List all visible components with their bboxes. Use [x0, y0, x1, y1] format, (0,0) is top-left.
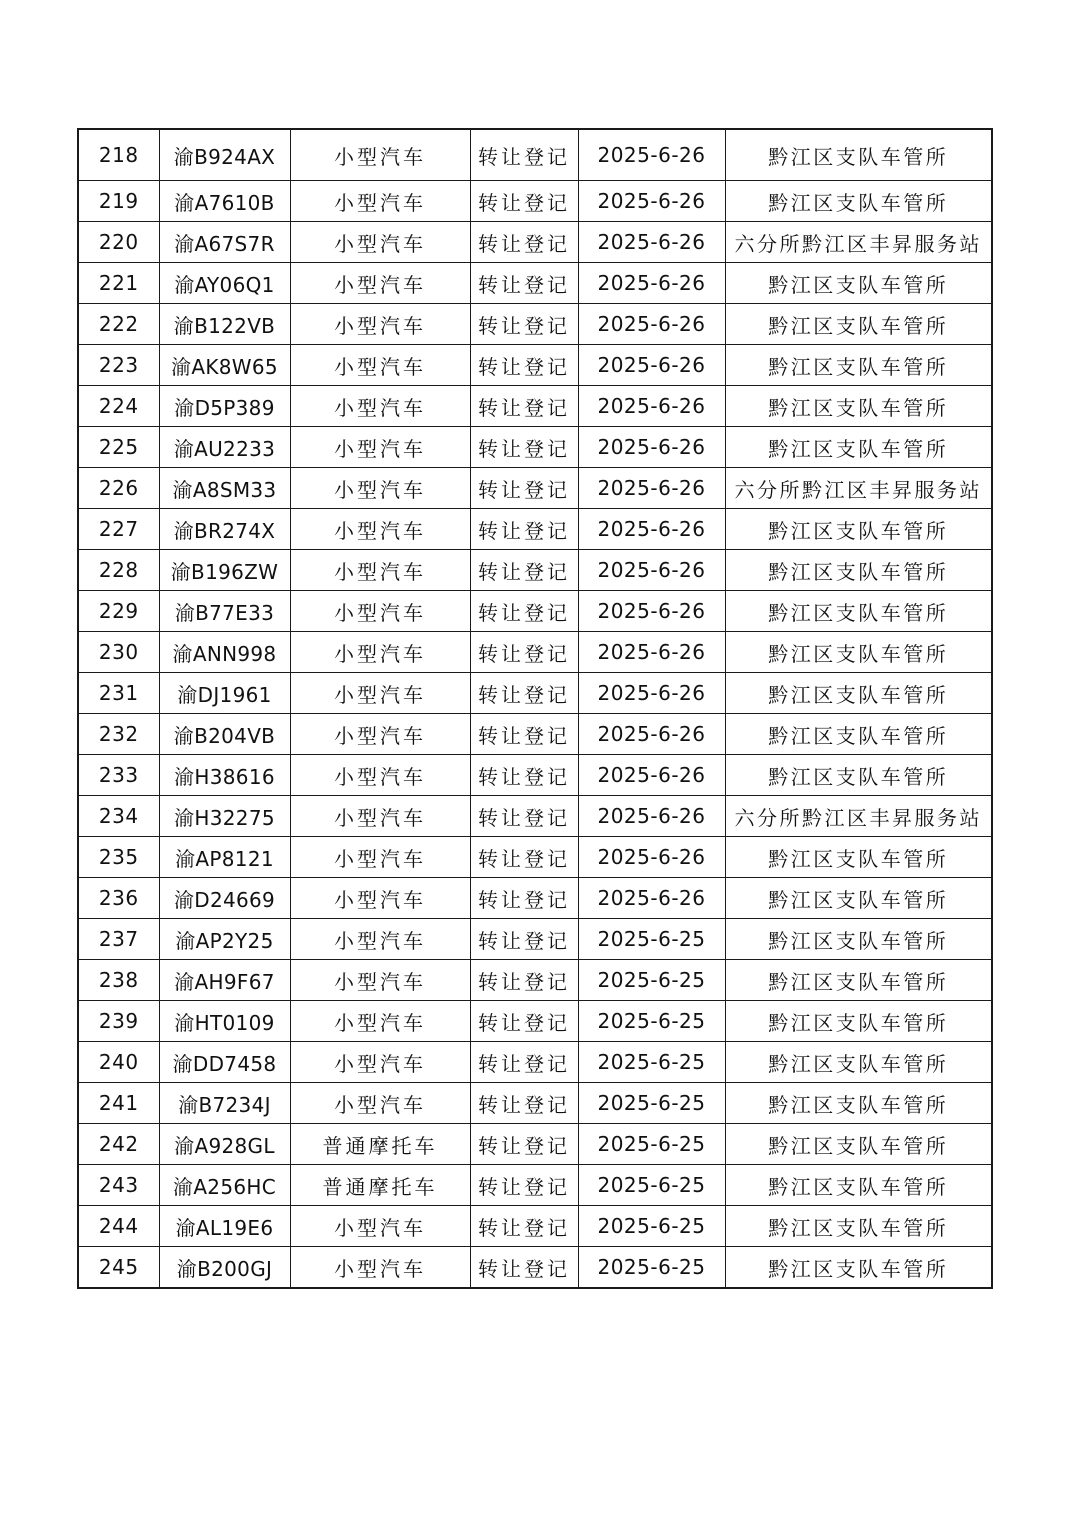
business-type-cell: 转让登记	[470, 550, 578, 591]
table-row	[78, 673, 992, 714]
row-number-cell: 220	[78, 222, 159, 263]
date-cell: 2025-6-26	[578, 796, 725, 837]
plate-number-cell: 渝H38616	[159, 755, 290, 796]
table-row	[78, 468, 992, 509]
office-cell: 黔江区支队车管所	[725, 181, 992, 222]
office-cell: 黔江区支队车管所	[725, 1206, 992, 1247]
business-type-cell: 转让登记	[470, 919, 578, 960]
vehicle-type-cell: 小型汽车	[290, 468, 470, 509]
plate-number-cell: 渝B200GJ	[159, 1247, 290, 1289]
row-number-cell: 242	[78, 1124, 159, 1165]
date-cell: 2025-6-26	[578, 468, 725, 509]
row-number-cell: 232	[78, 714, 159, 755]
business-type-cell: 转让登记	[470, 673, 578, 714]
date-cell: 2025-6-25	[578, 1206, 725, 1247]
plate-number-cell: 渝HT0109	[159, 1001, 290, 1042]
office-cell: 黔江区支队车管所	[725, 1083, 992, 1124]
vehicle-type-cell: 小型汽车	[290, 919, 470, 960]
plate-number-cell: 渝B122VB	[159, 304, 290, 345]
business-type-cell: 转让登记	[470, 1247, 578, 1289]
vehicle-type-cell: 小型汽车	[290, 673, 470, 714]
plate-number-cell: 渝AL19E6	[159, 1206, 290, 1247]
vehicle-type-cell: 小型汽车	[290, 714, 470, 755]
business-type-cell: 转让登记	[470, 1206, 578, 1247]
vehicle-type-cell: 小型汽车	[290, 1247, 470, 1289]
row-number-cell: 237	[78, 919, 159, 960]
business-type-cell: 转让登记	[470, 181, 578, 222]
row-number-cell: 234	[78, 796, 159, 837]
table-row	[78, 919, 992, 960]
table-row	[78, 263, 992, 304]
plate-number-cell: 渝DD7458	[159, 1042, 290, 1083]
table-row	[78, 345, 992, 386]
office-cell: 黔江区支队车管所	[725, 129, 992, 181]
vehicle-type-cell: 小型汽车	[290, 755, 470, 796]
plate-number-cell: 渝B7234J	[159, 1083, 290, 1124]
date-cell: 2025-6-25	[578, 1083, 725, 1124]
plate-number-cell: 渝AY06Q1	[159, 263, 290, 304]
plate-number-cell: 渝B196ZW	[159, 550, 290, 591]
office-cell: 黔江区支队车管所	[725, 878, 992, 919]
vehicle-type-cell: 小型汽车	[290, 181, 470, 222]
table-row	[78, 755, 992, 796]
vehicle-type-cell: 小型汽车	[290, 345, 470, 386]
row-number-cell: 245	[78, 1247, 159, 1289]
table-row	[78, 632, 992, 673]
office-cell: 黔江区支队车管所	[725, 960, 992, 1001]
office-cell: 黔江区支队车管所	[725, 591, 992, 632]
office-cell: 黔江区支队车管所	[725, 509, 992, 550]
office-cell: 黔江区支队车管所	[725, 427, 992, 468]
office-cell: 黔江区支队车管所	[725, 263, 992, 304]
business-type-cell: 转让登记	[470, 304, 578, 345]
vehicle-type-cell: 小型汽车	[290, 878, 470, 919]
table-row	[78, 222, 992, 263]
date-cell: 2025-6-26	[578, 632, 725, 673]
row-number-cell: 243	[78, 1165, 159, 1206]
date-cell: 2025-6-26	[578, 714, 725, 755]
date-cell: 2025-6-26	[578, 386, 725, 427]
office-cell: 黔江区支队车管所	[725, 673, 992, 714]
business-type-cell: 转让登记	[470, 263, 578, 304]
date-cell: 2025-6-26	[578, 263, 725, 304]
row-number-cell: 222	[78, 304, 159, 345]
row-number-cell: 231	[78, 673, 159, 714]
row-number-cell: 244	[78, 1206, 159, 1247]
date-cell: 2025-6-26	[578, 837, 725, 878]
office-cell: 黔江区支队车管所	[725, 550, 992, 591]
date-cell: 2025-6-26	[578, 509, 725, 550]
table-row	[78, 1124, 992, 1165]
row-number-cell: 219	[78, 181, 159, 222]
plate-number-cell: 渝AU2233	[159, 427, 290, 468]
row-number-cell: 233	[78, 755, 159, 796]
table-row	[78, 427, 992, 468]
office-cell: 黔江区支队车管所	[725, 1001, 992, 1042]
table-row	[78, 129, 992, 181]
office-cell: 黔江区支队车管所	[725, 837, 992, 878]
business-type-cell: 转让登记	[470, 129, 578, 181]
business-type-cell: 转让登记	[470, 837, 578, 878]
table-row	[78, 509, 992, 550]
date-cell: 2025-6-26	[578, 591, 725, 632]
business-type-cell: 转让登记	[470, 878, 578, 919]
vehicle-type-cell: 小型汽车	[290, 427, 470, 468]
table-row	[78, 550, 992, 591]
plate-number-cell: 渝ANN998	[159, 632, 290, 673]
plate-number-cell: 渝H32275	[159, 796, 290, 837]
office-cell: 六分所黔江区丰昇服务站	[725, 468, 992, 509]
office-cell: 黔江区支队车管所	[725, 632, 992, 673]
date-cell: 2025-6-25	[578, 919, 725, 960]
table-row	[78, 181, 992, 222]
vehicle-type-cell: 小型汽车	[290, 837, 470, 878]
business-type-cell: 转让登记	[470, 591, 578, 632]
row-number-cell: 223	[78, 345, 159, 386]
office-cell: 黔江区支队车管所	[725, 714, 992, 755]
plate-number-cell: 渝A928GL	[159, 1124, 290, 1165]
date-cell: 2025-6-26	[578, 345, 725, 386]
business-type-cell: 转让登记	[470, 1042, 578, 1083]
plate-number-cell: 渝AP2Y25	[159, 919, 290, 960]
vehicle-type-cell: 小型汽车	[290, 550, 470, 591]
row-number-cell: 241	[78, 1083, 159, 1124]
business-type-cell: 转让登记	[470, 1083, 578, 1124]
row-number-cell: 239	[78, 1001, 159, 1042]
plate-number-cell: 渝AK8W65	[159, 345, 290, 386]
table-row	[78, 714, 992, 755]
business-type-cell: 转让登记	[470, 386, 578, 427]
plate-number-cell: 渝A256HC	[159, 1165, 290, 1206]
table-row	[78, 796, 992, 837]
office-cell: 六分所黔江区丰昇服务站	[725, 222, 992, 263]
vehicle-type-cell: 小型汽车	[290, 129, 470, 181]
office-cell: 黔江区支队车管所	[725, 1247, 992, 1289]
business-type-cell: 转让登记	[470, 796, 578, 837]
date-cell: 2025-6-25	[578, 1165, 725, 1206]
row-number-cell: 235	[78, 837, 159, 878]
date-cell: 2025-6-25	[578, 960, 725, 1001]
row-number-cell: 236	[78, 878, 159, 919]
plate-number-cell: 渝AP8121	[159, 837, 290, 878]
vehicle-type-cell: 小型汽车	[290, 222, 470, 263]
office-cell: 六分所黔江区丰昇服务站	[725, 796, 992, 837]
table-row	[78, 1001, 992, 1042]
plate-number-cell: 渝BR274X	[159, 509, 290, 550]
vehicle-type-cell: 小型汽车	[290, 960, 470, 1001]
row-number-cell: 240	[78, 1042, 159, 1083]
row-number-cell: 221	[78, 263, 159, 304]
business-type-cell: 转让登记	[470, 1001, 578, 1042]
plate-number-cell: 渝D5P389	[159, 386, 290, 427]
office-cell: 黔江区支队车管所	[725, 919, 992, 960]
vehicle-type-cell: 小型汽车	[290, 591, 470, 632]
table-body	[78, 129, 992, 1288]
office-cell: 黔江区支队车管所	[725, 1124, 992, 1165]
date-cell: 2025-6-26	[578, 755, 725, 796]
table-row	[78, 1042, 992, 1083]
date-cell: 2025-6-25	[578, 1042, 725, 1083]
date-cell: 2025-6-26	[578, 304, 725, 345]
vehicle-type-cell: 小型汽车	[290, 263, 470, 304]
row-number-cell: 228	[78, 550, 159, 591]
business-type-cell: 转让登记	[470, 509, 578, 550]
office-cell: 黔江区支队车管所	[725, 1042, 992, 1083]
date-cell: 2025-6-25	[578, 1001, 725, 1042]
business-type-cell: 转让登记	[470, 222, 578, 263]
plate-number-cell: 渝DJ1961	[159, 673, 290, 714]
date-cell: 2025-6-26	[578, 427, 725, 468]
office-cell: 黔江区支队车管所	[725, 304, 992, 345]
vehicle-transfer-table	[77, 128, 993, 1289]
plate-number-cell: 渝A7610B	[159, 181, 290, 222]
plate-number-cell: 渝B77E33	[159, 591, 290, 632]
business-type-cell: 转让登记	[470, 1124, 578, 1165]
table-row	[78, 386, 992, 427]
vehicle-type-cell: 普通摩托车	[290, 1124, 470, 1165]
table-row	[78, 1083, 992, 1124]
office-cell: 黔江区支队车管所	[725, 755, 992, 796]
office-cell: 黔江区支队车管所	[725, 1165, 992, 1206]
date-cell: 2025-6-26	[578, 673, 725, 714]
row-number-cell: 229	[78, 591, 159, 632]
table-row	[78, 1206, 992, 1247]
business-type-cell: 转让登记	[470, 960, 578, 1001]
table-row	[78, 837, 992, 878]
plate-number-cell: 渝A8SM33	[159, 468, 290, 509]
plate-number-cell: 渝B204VB	[159, 714, 290, 755]
plate-number-cell: 渝B924AX	[159, 129, 290, 181]
date-cell: 2025-6-26	[578, 550, 725, 591]
office-cell: 黔江区支队车管所	[725, 345, 992, 386]
row-number-cell: 224	[78, 386, 159, 427]
vehicle-type-cell: 小型汽车	[290, 386, 470, 427]
row-number-cell: 238	[78, 960, 159, 1001]
vehicle-type-cell: 普通摩托车	[290, 1165, 470, 1206]
date-cell: 2025-6-26	[578, 129, 725, 181]
business-type-cell: 转让登记	[470, 1165, 578, 1206]
date-cell: 2025-6-25	[578, 1247, 725, 1289]
date-cell: 2025-6-26	[578, 878, 725, 919]
date-cell: 2025-6-26	[578, 222, 725, 263]
row-number-cell: 218	[78, 129, 159, 181]
vehicle-type-cell: 小型汽车	[290, 304, 470, 345]
plate-number-cell: 渝AH9F67	[159, 960, 290, 1001]
row-number-cell: 227	[78, 509, 159, 550]
table-row	[78, 1247, 992, 1289]
business-type-cell: 转让登记	[470, 632, 578, 673]
business-type-cell: 转让登记	[470, 714, 578, 755]
vehicle-type-cell: 小型汽车	[290, 632, 470, 673]
vehicle-type-cell: 小型汽车	[290, 1001, 470, 1042]
plate-number-cell: 渝A67S7R	[159, 222, 290, 263]
vehicle-type-cell: 小型汽车	[290, 509, 470, 550]
plate-number-cell: 渝D24669	[159, 878, 290, 919]
table-row	[78, 1165, 992, 1206]
date-cell: 2025-6-25	[578, 1124, 725, 1165]
table-row	[78, 878, 992, 919]
row-number-cell: 230	[78, 632, 159, 673]
vehicle-type-cell: 小型汽车	[290, 1042, 470, 1083]
office-cell: 黔江区支队车管所	[725, 386, 992, 427]
business-type-cell: 转让登记	[470, 427, 578, 468]
business-type-cell: 转让登记	[470, 755, 578, 796]
vehicle-type-cell: 小型汽车	[290, 796, 470, 837]
vehicle-type-cell: 小型汽车	[290, 1206, 470, 1247]
row-number-cell: 226	[78, 468, 159, 509]
row-number-cell: 225	[78, 427, 159, 468]
table-row	[78, 960, 992, 1001]
date-cell: 2025-6-26	[578, 181, 725, 222]
table-row	[78, 304, 992, 345]
business-type-cell: 转让登记	[470, 345, 578, 386]
vehicle-type-cell: 小型汽车	[290, 1083, 470, 1124]
business-type-cell: 转让登记	[470, 468, 578, 509]
table-row	[78, 591, 992, 632]
